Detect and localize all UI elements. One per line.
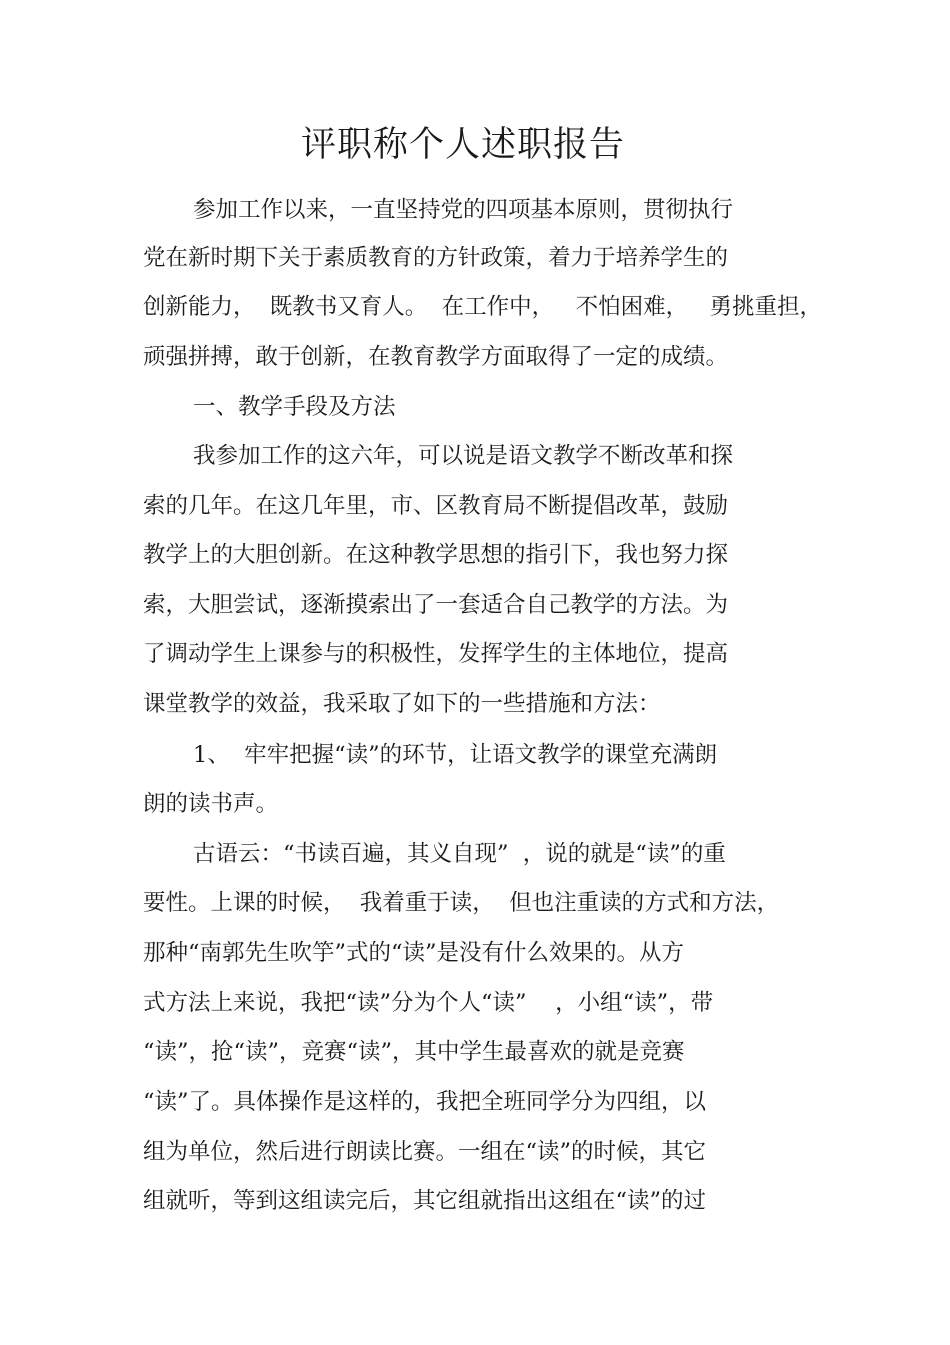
section-heading: 一、教学手段及方法 (193, 394, 396, 420)
paragraph-line: 要性。上课的时候， 我着重于读， 但也注重读的方式和方法， (143, 890, 780, 916)
paragraph-line: 了调动学生上课参与的积极性，发挥学生的主体地位，提高 (143, 641, 729, 667)
paragraph-line: 顽强拼搏，敢于创新，在教育教学方面取得了一定的成绩。 (143, 344, 729, 370)
paragraph-line: 朗的读书声。 (143, 791, 279, 817)
paragraph-line: “读”，抢“读”，竞赛“读”，其中学生最喜欢的就是竞赛 (143, 1039, 685, 1065)
paragraph-line: 教学上的大胆创新。在这种教学思想的指引下，我也努力探 (143, 542, 729, 568)
list-item-heading: 1、 牢牢把握“读”的环节，让语文教学的课堂充满朗 (193, 742, 718, 768)
paragraph-line: 课堂教学的效益，我采取了如下的一些措施和方法： (143, 691, 661, 717)
paragraph-line: 组为单位，然后进行朗读比赛。一组在“读”的时候，其它 (143, 1139, 707, 1165)
paragraph-line: 参加工作以来，一直坚持党的四项基本原则，贯彻执行 (193, 197, 734, 223)
paragraph-line: 式方法上来说，我把“读”分为个人“读” ，小组“读”，带 (143, 990, 714, 1016)
paragraph-line: 索，大胆尝试，逐渐摸索出了一套适合自己教学的方法。为 (143, 592, 729, 618)
paragraph-line: 古语云：“书读百遍，其义自现” ，说的就是“读”的重 (193, 841, 726, 867)
paragraph-line: 创新能力， 既教书又育人。 在工作中， 不怕困难， 勇挑重担， (143, 294, 823, 320)
document-title: 评职称个人述职报告 (300, 125, 625, 165)
paragraph-line: “读”了。具体操作是这样的，我把全班同学分为四组，以 (143, 1089, 707, 1115)
paragraph-line: 我参加工作的这六年，可以说是语文教学不断改革和探 (193, 443, 734, 469)
paragraph-line: 组就听，等到这组读完后，其它组就指出这组在“读”的过 (143, 1188, 707, 1214)
paragraph-line: 党在新时期下关于素质教育的方针政策，着力于培养学生的 (143, 245, 729, 271)
paragraph-line: 那种“南郭先生吹竽”式的“读”是没有什么效果的。从方 (143, 940, 685, 966)
paragraph-line: 索的几年。在这几年里，市、区教育局不断提倡改革，鼓励 (143, 493, 729, 519)
